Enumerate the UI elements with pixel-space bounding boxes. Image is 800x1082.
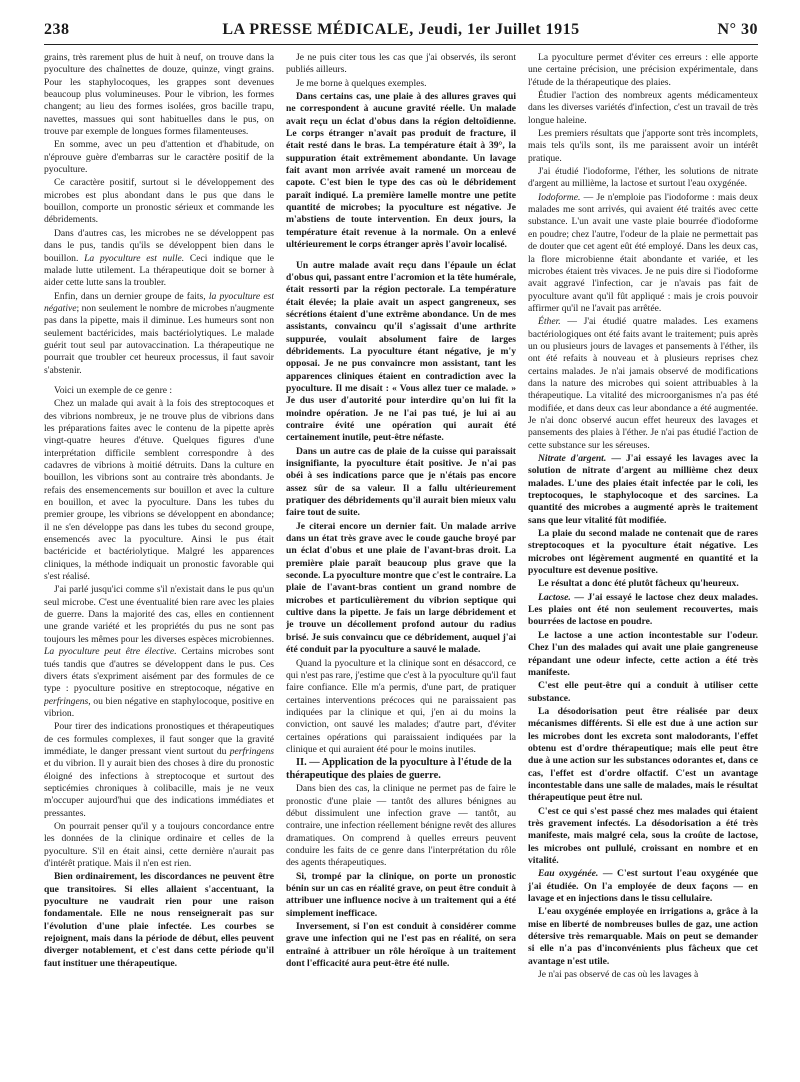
paragraph	[44, 228, 274, 290]
italic-run: La pyoculture est nulle.	[84, 252, 185, 264]
text-column-1	[44, 52, 274, 1072]
paragraph: Dans bien des cas, la clinique ne permet pas de faire le pronostic d'une plaie — tantôt des allures bénignes au début dissimulent une infection grave — tantôt, au contraire, une infection réellement bénigne revêt des allures dramatiques. On comprend à quelles erreurs peuvent conduire les faits de ce genre dans l'interprétation du rôle des agents thérapeutiques.	[286, 783, 516, 869]
text-run: J'ai parlé jusqu'ici comme s'il n'existait dans le pus qu'un seul microbe. C'est une éventualité bien rare avec les plaies de guerre. Dans la majorité des cas, elles en contiennent une grande variété et les propriétés du pus ne sont pas toujours les mêmes pour les diverses espèces microbiennes.	[44, 584, 274, 645]
text-run: — Je n'emploie pas l'iodoforme : mais deux malades me sont arrivés, qui avaient été traités avec cette substance. L'un avait une vaste plaie bourrée d'iodoforme en poudre; chez l'autre, l'odeur de la plaie ne permettait pas de douter que cet agent eût été employé. Dans les deux cas, la flore microbienne était abondante et variée, et les microbes étaient très vivaces. Je ne puis dire si l'iodoforme avait aggravé l'infection, car je n'avais pas fait de pyoculture avant qu'il fût appliqué : mais je crois pouvoir affirmer qu'il ne l'avait pas arrêtée.	[528, 191, 758, 314]
paragraph: Un autre malade avait reçu dans l'épaule un éclat d'obus qui, passant entre l'acromion et la tête humérale, était ressorti par la région pectorale. La température était élevée; la plaie avait un aspect gangreneux, ses sécrétions étaient d'une extrême abondance. Un de mes assistants, convaincu qu'il s'agissait d'une arthrite suppurée, voulait absolument faire de larges débridements. La pyoculture étant négative, je m'y opposai. Je ne pus convaincre mon assistant, tant les apparences cliniques étaient en contradiction avec la pyoculture. Il me disait : « Vous allez tuer ce malade. » Je dus user d'autorité pour interdire qu'on lui fît la moindre opération. Je ne l'ai pas tué, je lui ai au contraire évité une opération qui aurait été certainement inutile, peut-être néfaste.	[286, 259, 516, 444]
text-run: — J'ai étudié quatre malades. Les examens bactériologiques ont été faits avant le traitement; puis après un ou plusieurs jours de lavages et pansements à l'éther, ils ont été refaits à nouveau et à plusieurs reprises chez certains malades. Je n'ai jamais observé de modifications dans la nature des microbes qui soient attribuables à la thérapeutique. La vitalité des microorganismes n'a pas été modifiée, et dans deux cas leur abondance a été augmentée. Je n'ai donc observé aucun effet heureux des lavages et pansements des plaies à l'éther. Je n'ai pas étudié l'action de cette substance sur les séreuses.	[528, 316, 758, 451]
italic-run: Éther.	[538, 316, 561, 328]
page-header	[44, 18, 758, 45]
text-run: Ceci indique que le malade lutte utilement. La thérapeutique doit se borner à aider cette lutte sans la troubler.	[44, 252, 274, 289]
italic-run: La pyoculture peut être élective.	[44, 646, 177, 658]
paragraph: En somme, avec un peu d'attention et d'habitude, on n'éprouve guère d'embarras sur le caractère positif de la pyoculture.	[44, 139, 274, 176]
journal-name: LA PRESSE MÉDICALE,	[222, 21, 414, 38]
paragraph: Les premiers résultats que j'apporte sont très incomplets, mais tels qu'ils sont, ils me paraissent avoir un intérêt pratique.	[528, 128, 758, 164]
issue-number: N° 30	[717, 21, 758, 38]
paragraph: Le lactose a une action incontestable sur l'odeur. Chez l'un des malades qui avait une plaie gangreneuse répandant une odeur infecte, cette action a été très manifeste.	[528, 629, 758, 678]
running-title	[44, 21, 758, 39]
paragraph: Je citerai encore un dernier fait. Un malade arrive dans un état très grave avec le coude gauche broyé par un éclat d'obus et une plaie de l'avant-bras droit. La première plaie paraît beaucoup plus grave que la seconde. La pyoculture montre que c'est le contraire. La plaie de l'avant-bras contient un grand nombre de microbes et particulièrement du vibrion septique qui cultive dans la pipette. Je fais un large débridement et je trouve un décollement profond autour du radius brisé. Je suis convaincu que ce débridement, auquel j'ai été conduit par la pyoculture a sauvé le malade.	[286, 520, 516, 656]
text-column-3	[528, 52, 758, 1072]
text-run: et du vibrion. Il y aurait bien des choses à dire du pronostic éloigné des infections à streptocoque et surtout des septicémies chroniques à colibacille, mais je ne veux m'occuper aujourd'hui que des indications immédiates et pressantes.	[44, 758, 274, 819]
italic-run: la pyoculture est négative	[44, 290, 274, 314]
text-column-2	[286, 52, 516, 1072]
paragraph: Dans un autre cas de plaie de la cuisse qui paraissait insignifiante, la pyoculture était positive. Je n'ai pas obéi à ses indications parce que je n'étais pas encore assez sûr de sa valeur. Il a fallu ultérieurement pratiquer des débridements qu'il aurait bien mieux valu faire tout de suite.	[286, 445, 516, 519]
paragraph: La pyoculture permet d'éviter ces erreurs : elle apporte une certaine précision, une précision expérimentale, dans l'étude de la thérapeutique des plaies.	[528, 52, 758, 88]
paragraph: Je n'ai pas observé de cas où les lavages à	[538, 969, 699, 981]
italic-run: Eau oxygénée.	[538, 868, 599, 880]
section-heading: II. — Application de la pyoculture à l'étude de la thérapeutique des plaies de guerre.	[286, 757, 512, 781]
paragraph	[44, 291, 274, 377]
paragraph: C'est elle peut-être qui a conduit à utiliser cette substance.	[528, 680, 758, 704]
paragraph: C'est ce qui s'est passé chez mes malades qui étaient très gravement infectés. La désodorisation a été très manifeste, mais malgré cela, sous la croûte de lactose, les microbes ont pullulé, croissant en nombre et en vitalité.	[528, 805, 758, 866]
paragraph: Dans certains cas, une plaie à des allures graves qui ne correspondent à aucune gravité réelle. Un malade avait reçu un éclat d'obus dans la région deltoïdienne. Le corps étranger n'avait pas produit de fracture, il était resté dans le bras. La température était à 39°, la suppuration était extrêmement abondante. Un lavage fait avant mon arrivée avait ramené un morceau de capote. C'est bien le type des cas où le débridement paraît indiqué. La première lamelle montre une petite quantité de microbes; la pyoculture est négative. Je m'abstiens de toute intervention. En deux jours, la température était revenue à la normale. On a enlevé ultérieurement le corps étranger après l'avoir localisé.	[286, 91, 516, 251]
text-run: Certains microbes sont tués tandis que d'autres se développent dans le pus. Ces divers états s'expriment aisément par des formules de ce type : pyoculture positive en streptocoque, négative en	[44, 646, 274, 695]
paragraph: On pourrait penser qu'il y a toujours concordance entre les données de la clinique ordinaire et celles de la pyoculture. S'il en était ainsi, cette dernière n'aurait pas d'intérêt pratique. Mais il n'en est rien.	[44, 820, 274, 869]
page-number: 238	[44, 21, 70, 38]
paragraph	[44, 584, 274, 720]
paragraph: J'ai étudié l'iodoforme, l'éther, les solutions de nitrate d'argent au millième, la lactose et surtout l'eau oxygénée.	[528, 166, 758, 190]
paragraph: Quand la pyoculture et la clinique sont en désaccord, ce qui n'est pas rare, j'estime que c'est à la pyoculture qu'il faut faire confiance. Elle m'a permis, d'une part, de pratiquer certaines interventions précoces qui ne paraissaient pas indiquées par la clinique et qui, j'en ai du moins la conviction, ont sauvé les malades; d'autre part, d'éviter certaines opérations qui paraissaient indiquées par la clinique et qui auraient été pour le moins inutiles.	[286, 657, 516, 755]
text-run: ; non seulement le nombre de microbes n'augmente pas dans la pipette, mais il diminue. Les humeurs sont non seulement bactéricides, mais bactériolytiques. Le malade guérit tout seul par autovaccination. La thérapeutique ne pourrait que troubler cet heureux processus, il faut savoir s'abstenir.	[44, 302, 274, 376]
paragraph: Chez un malade qui avait à la fois des streptocoques et des vibrions nombreux, je ne trouve plus de vibrions dans les préparations faites avec le contenu de la pipette après vingt-quatre heures d'étuve. Quelques figures d'une interprétation difficile semblent correspondre à des cadavres de vibrions à moitié détruits. Dans la culture en bouillon, les vibrions sont au contraire très abondants. Je refais des ensemencements sur bouillon et avec la culture en bouillon, et avec la pyoculture. Dans les tubes du premier groupe, les vibrions se développent en abondance; il ne s'en développe pas dans les tubes du second groupe, ensemencés avec la pyoculture. Ainsi le pus était bactéricide et bactériolytique. Malgré les apparences cliniques, la méthode indiquait un pronostic favorable qui s'est réalisé.	[44, 398, 274, 583]
italic-run: Lactose.	[538, 591, 571, 603]
paragraph: La plaie du second malade ne contenait que de rares streptocoques et la pyoculture était négative. Les microbes ont légèrement augmenté en quantité et la pyoculture est devenue positive.	[528, 528, 758, 577]
text-run: — C'est surtout l'eau oxygénée que j'ai étudiée. On l'a employée de deux façons — en lavage et en injections dans le tissu cellulaire.	[528, 868, 758, 905]
text-run: — J'ai essayé le lactose chez deux malades. Les plaies ont été non seulement recouvertes, mais bourrées de lactose en poudre.	[528, 591, 758, 628]
paragraph: L'eau oxygénée employée en irrigations a, grâce à la mise en liberté de nombreuses bulles de gaz, une action détersive très remarquable. Mais on peut se demander si elle n'a pas d'inconvénients plus fâcheux que cet avantage n'est utile.	[528, 906, 758, 967]
paragraph	[528, 592, 758, 629]
paragraph	[528, 453, 758, 527]
issue-date: Jeudi, 1er Juillet 1915	[418, 21, 580, 38]
paragraph: grains, très rarement plus de huit à neuf, on trouve dans la pyoculture des chaînettes de douze, quinze, vingt grains. Pour les staphylocoques, les grappes sont devenues beaucoup plus volumineuses. Pour le vibrion, les formes changent; au lieu des formes isolées, gros bacille trapu, navettes, massues qui sont habituelles dans le pus, on trouve par exemple de longues formes filamenteuses.	[44, 52, 274, 138]
italic-run: Nitrate d'argent.	[538, 453, 607, 464]
text-run: , ou bien négative en staphylocoque, positive en vibrion.	[44, 695, 274, 719]
paragraph: Inversement, si l'on est conduit à considérer comme grave une infection qui ne l'est pas en réalité, on sera entraîné à attribuer un rôle héroïque à un traitement dont l'efficacité aura peut-être été nulle.	[286, 921, 516, 970]
text-run: Enfin, dans un dernier groupe de faits,	[54, 290, 209, 302]
italic-run: perfringens	[229, 745, 274, 757]
paragraph: Si, trompé par la clinique, on porte un pronostic bénin sur un cas en réalité grave, on peut être conduit à attribuer une influence nocive à un traitement qui a été simplement inefficace.	[286, 870, 516, 919]
italic-run: perfringens	[44, 695, 89, 707]
paragraph	[528, 868, 758, 905]
paragraph: Voici un exemple de ce genre :	[54, 384, 173, 396]
paragraph: Ce caractère positif, surtout si le développement des microbes est plus abondant dans le pus que dans le bouillon, comporte un pronostic sérieux et commande les débridements.	[44, 177, 274, 226]
paragraph: Bien ordinairement, les discordances ne peuvent être que transitoires. Si elles allaient s'accentuant, la pyoculture ne vaudrait rien pour une raison fondamentale. Elle ne nous renseignerait pas sur l'évolution d'une plaie infectée. Les courbes se rejoignent, mais dans la période de début, elles peuvent diverger notablement, et c'est dans cette période qu'il faut instituer une thérapeutique.	[44, 871, 274, 969]
text-run: — J'ai essayé les lavages avec la solution de nitrate d'argent au millième chez deux malades. L'une des plaies était infectée par le coli, les treptocoques, le staphylocoque et des sarcines. La quantité des microbes a augmenté après le traitement sans que leur vitalité fût modifiée.	[528, 453, 758, 526]
paragraph	[44, 721, 274, 820]
paragraph	[528, 192, 758, 315]
paragraph: Je me borne à quelques exemples.	[296, 77, 427, 89]
text-run: Dans d'autres cas, les microbes ne se développent pas dans le pus, tandis qu'ils se développent bien dans le bouillon.	[44, 227, 274, 264]
italic-run: Iodoforme.	[538, 191, 581, 203]
paragraph: Le résultat a donc été plutôt fâcheux qu'heureux.	[538, 578, 739, 590]
paragraph: La désodorisation peut être réalisée par deux mécanismes différents. Si elle est due à une action sur les microbes dont les excreta sont malodorants, l'effet obtenu est d'ordre thérapeutique; mais elle peut être due à une action sur les substances odorantes et, dans ce cas, l'effet est d'ordre olfactif. C'est un avantage incontestable dans une salle de malades, mais le résultat thérapeutique peut être nul.	[528, 705, 758, 804]
paragraph: Étudier l'action des nombreux agents médicamenteux dans les diverses variétés d'infection, c'est un travail de très longue haleine.	[528, 90, 758, 126]
paragraph: Je ne puis citer tous les cas que j'ai observés, ils seront publiés ailleurs.	[286, 52, 516, 76]
text-run: Pour tirer des indications pronostiques et thérapeutiques de ces formules complexes, il faut songer que la gravité immédiate, le danger pressant vient surtout du	[44, 721, 274, 757]
paragraph	[528, 316, 758, 452]
